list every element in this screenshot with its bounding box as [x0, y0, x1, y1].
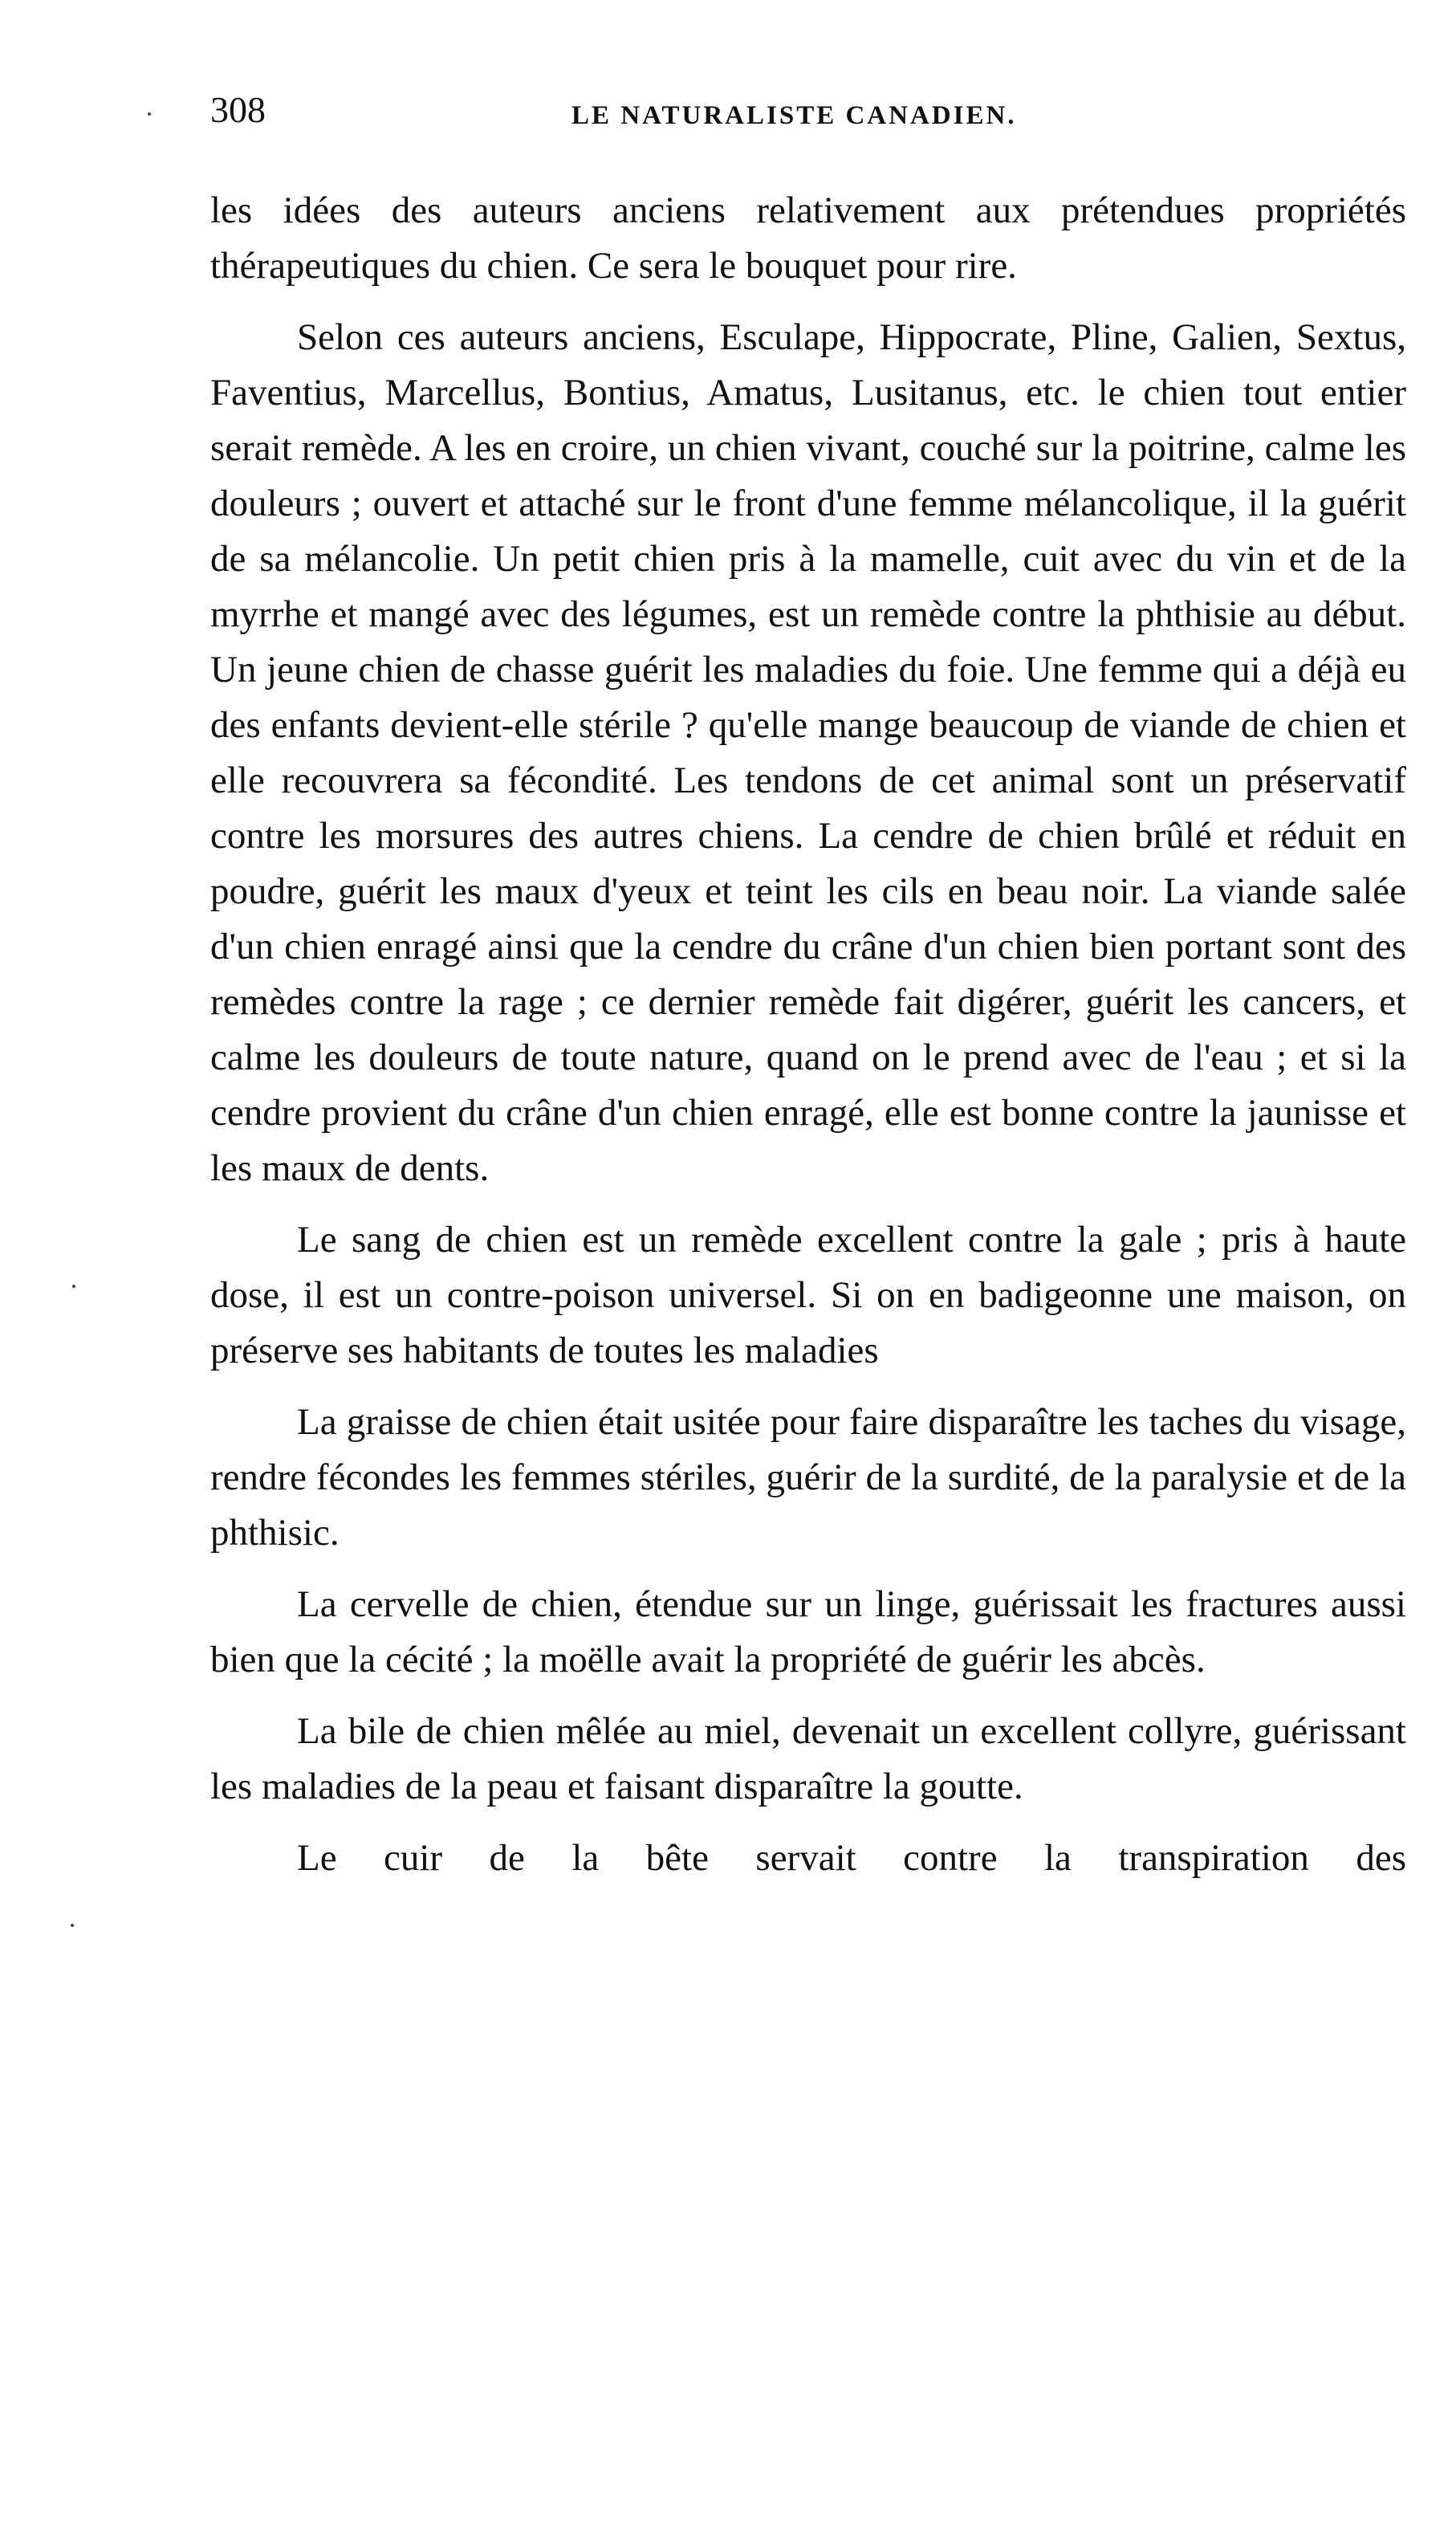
paragraph-dog-hide: Le cuir de la bête servait contre la transpiration des — [297, 1837, 1406, 1879]
journal-title: LE NATURALISTE CANADIEN. — [571, 101, 1017, 130]
body-text — [210, 183, 1406, 1886]
book-page — [210, 88, 1406, 1902]
paragraph-dog-fat: La graisse de chien était usitée pour faire disparaître les taches du visage, rendre fécondes les femmes stériles, guérir de la surdité, de la paralysie et de la phthisic. — [210, 1401, 1406, 1554]
paragraph-dog-blood: Le sang de chien est un remède excellent contre la gale ; pris à haute dose, il est un contre-poison universel. Si on en badigeonne une maison, on préserve ses habitants de toutes les maladies — [210, 1219, 1406, 1371]
running-head — [210, 88, 1406, 153]
margin-speck — [72, 1285, 75, 1288]
page-number: 308 — [210, 89, 266, 130]
paragraph-continuation: les idées des auteurs anciens relativement aux prétendues propriétés thérapeutiques du chien. Ce sera le bouquet pour rire. — [210, 189, 1406, 287]
margin-speck — [71, 1924, 74, 1927]
margin-speck — [148, 112, 151, 116]
paragraph-ancient-authors: Selon ces auteurs anciens, Esculape, Hippocrate, Pline, Galien, Sextus, Faventius, Marcellus, Bontius, Amatus, Lusitanus, etc. le chien tout entier serait remède. A les en croire, un chien vivant, couché sur la poitrine, calme les douleurs ; ouvert et attaché sur le front d'une femme mélancolique, il la guérit de sa mélancolie. Un petit chien pris à la mamelle, cuit avec du vin et de la myrrhe et mangé avec des légumes, est un remède contre la phthisie au début. Un jeune chien de chasse guérit les maladies du foie. Une femme qui a déjà eu des enfants devient-elle stérile ? qu'elle mange beaucoup de viande de chien et elle recouvrera sa fécondité. Les tendons de cet animal sont un préservatif contre les morsures des autres chiens. La cendre de chien brûlé et réduit en poudre, guérit les maux d'yeux et teint les cils en beau noir. La viande salée d'un chien enragé ainsi que la cendre du crâne d'un chien bien portant sont des remèdes contre la rage ; ce dernier remède fait digérer, guérit les cancers, et calme les douleurs de toute nature, quand on le prend avec de l'eau ; et si la cendre provient du crâne d'un chien enragé, elle est bonne contre la jaunisse et les maux de dents. — [210, 316, 1406, 1189]
paragraph-dog-brain: La cervelle de chien, étendue sur un linge, guérissait les fractures aussi bien que la cécité ; la moëlle avait la propriété de guérir les abcès. — [210, 1583, 1406, 1680]
paragraph-dog-bile: La bile de chien mêlée au miel, devenait un excellent collyre, guérissant les maladies de la peau et faisant disparaître la goutte. — [210, 1710, 1406, 1807]
